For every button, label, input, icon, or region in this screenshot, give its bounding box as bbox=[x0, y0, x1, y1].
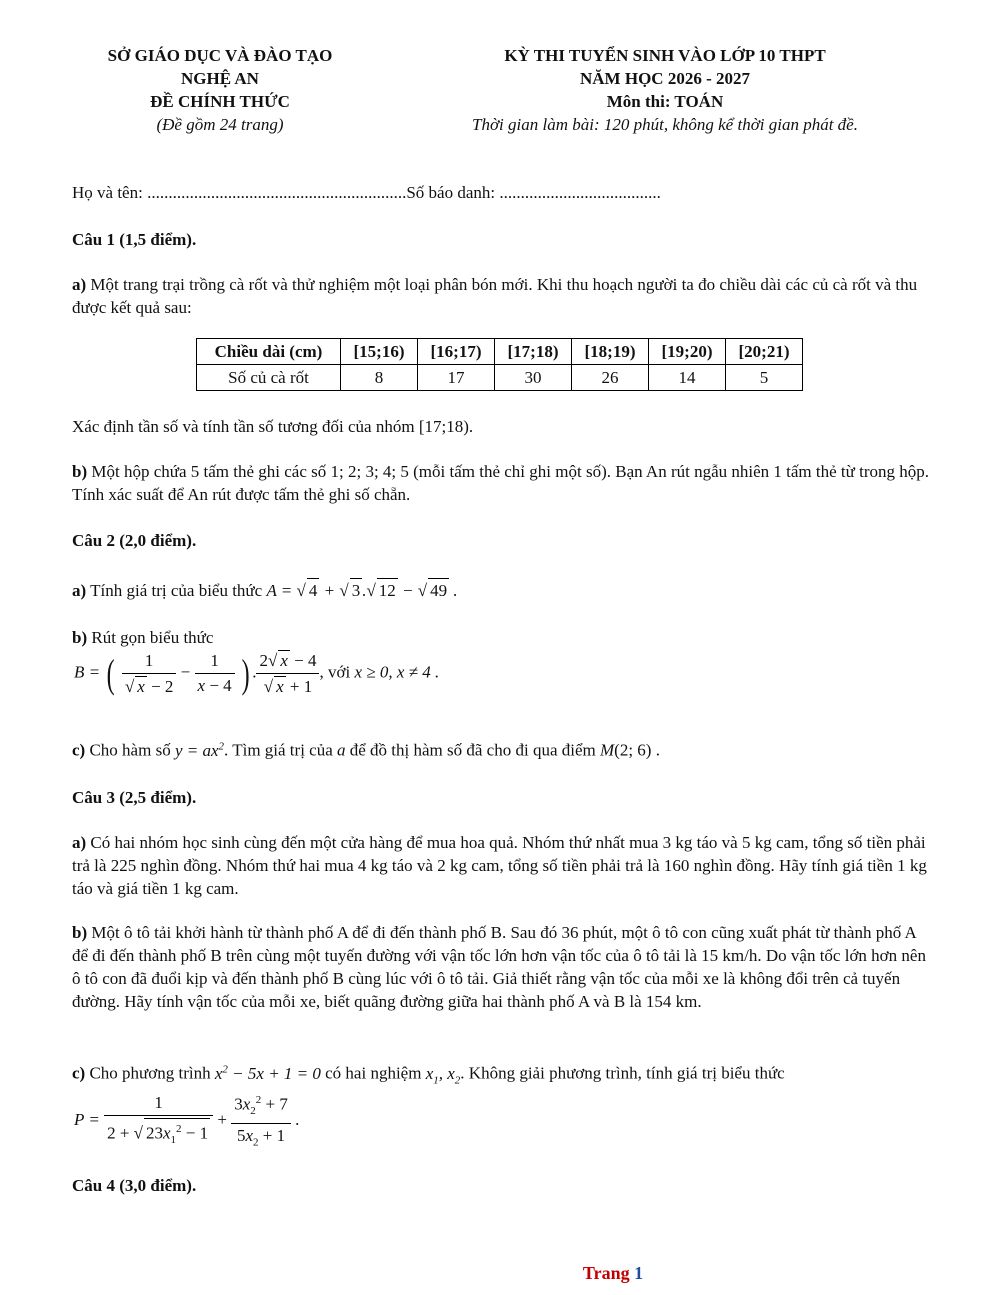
expression-b: B = ( $\frac{1}{√ x - 2}$ − $\frac{1}{x - 4}$ ) . $\frac{2√ x - 4}{√ x + 1}$ , với x ≥ 0, x ≠ 4 . bbox=[74, 650, 440, 696]
table-cell: 17 bbox=[418, 365, 495, 391]
province-name: NGHỆ AN bbox=[181, 69, 259, 88]
q3-part-c: c) Cho phương trình $x^2 - 5x + 1 = 0$ có hai nghiệm $x_1$, $x_2$. Không giải phương trình, tính giá trị biểu thức bbox=[72, 1063, 785, 1087]
page-number bbox=[0, 1263, 1000, 1284]
carrot-length-table bbox=[196, 338, 803, 391]
q3-c-text3: . Không giải phương trình, tính giá trị biểu thức bbox=[460, 1063, 785, 1083]
q3-c-label: c) bbox=[72, 1063, 86, 1083]
q1-a-text: Một trang trại trồng cà rốt và thử nghiệm một loại phân bón mới. Khi thu hoạch người ta đo chiều dài các củ cà rốt và thu được kết quả sau: bbox=[72, 275, 918, 317]
header-left bbox=[60, 44, 380, 136]
q2-c-label: c) bbox=[72, 740, 86, 760]
q3-c-text2: có hai nghiệm bbox=[320, 1063, 426, 1083]
official-label: ĐỀ CHÍNH THỨC bbox=[150, 92, 290, 111]
q3-b-text: Một ô tô tải khởi hành từ thành phố A để đi đến thành phố B. Sau đó 36 phút, một ô tô con cũng xuất phát từ thành phố A để đi đến thành phố B trên cùng một tuyến đường với vận tốc lớn hơn vận tốc của ô tô tải là 15 km/h. Do vận tốc lớn hơn nên ô tô con đã đuổi kịp và đến thành phố B cùng lúc với ô tô tải. Giả thiết rằng vận tốc của mỗi xe là không đổi trên cả tuyến đường. Hãy tính vận tốc của mỗi xe, biết quãng đường giữa hai thành phố A và B là 154 km. bbox=[72, 923, 926, 1011]
q2-title: Câu 2 (2,0 điểm). bbox=[72, 531, 197, 550]
q3-title: Câu 3 (2,5 điểm). bbox=[72, 788, 197, 807]
table-cell: [20;21) bbox=[726, 339, 803, 365]
table-header-label: Chiều dài (cm) bbox=[197, 339, 341, 365]
student-info-line: Họ và tên: .............................................................Số báo danh: ...................................... bbox=[72, 183, 661, 202]
q1-a-question: Xác định tần số và tính tần số tương đối của nhóm [17;18). bbox=[72, 417, 474, 436]
page-count-note: (Đề gồm 24 trang) bbox=[156, 115, 284, 134]
q1-b-label: b) bbox=[72, 462, 88, 481]
department-name: SỞ GIÁO DỤC VÀ ĐÀO TẠO bbox=[107, 46, 333, 65]
table-row bbox=[197, 339, 803, 365]
table-cell: [17;18) bbox=[495, 339, 572, 365]
q2-c-text3: để đồ thị hàm số đã cho đi qua điểm bbox=[345, 740, 600, 760]
q2-b-label: b) bbox=[72, 628, 88, 647]
q1-a-label: a) bbox=[72, 275, 87, 294]
table-cell: 5 bbox=[726, 365, 803, 391]
q2-part-a bbox=[72, 578, 934, 602]
q2-b-text: Rút gọn biểu thức bbox=[87, 628, 214, 647]
header-right bbox=[430, 44, 900, 136]
q3-part-b bbox=[72, 921, 934, 1013]
table-cell: 8 bbox=[341, 365, 418, 391]
q2-part-c: c) Cho hàm số $y = ax^2$. Tìm giá trị của a để đồ thị hàm số đã cho đi qua điểm M(2; 6) . bbox=[72, 740, 660, 760]
q3-part-a bbox=[72, 831, 934, 900]
subject: Môn thi: TOÁN bbox=[606, 92, 724, 111]
time-allowed: Thời gian làm bài: 120 phút, không kể thời gian phát đề. bbox=[472, 115, 858, 134]
table-cell: 14 bbox=[649, 365, 726, 391]
expression-p: P = $\frac{1}{2 + √ 23x_1^2 - 1}$ + $\frac{3x_2^2 + 7}{5x_2 + 1}$ . bbox=[74, 1090, 299, 1152]
q2-c-text1: Cho hàm số bbox=[85, 740, 175, 760]
table-row-label: Số củ cà rốt bbox=[197, 365, 341, 391]
q1-title: Câu 1 (1,5 điểm). bbox=[72, 230, 197, 249]
q4-title: Câu 4 (3,0 điểm). bbox=[72, 1176, 197, 1195]
page-word: Trang bbox=[582, 1263, 630, 1283]
q2-c-text2: . Tìm giá trị của bbox=[224, 740, 338, 760]
q2-b-condition-text: , với bbox=[319, 662, 355, 682]
q3-a-text: Có hai nhóm học sinh cùng đến một cửa hàng để mua hoa quả. Nhóm thứ nhất mua 3 kg táo và 5 kg cam, tổng số tiền phải trả là 225 nghìn đồng. Nhóm thứ hai mua 4 kg táo và 2 kg cam, tổng số tiền phải trả là 160 nghìn đồng. Hãy tính giá tiền 1 kg táo và giá tiền 1 kg cam. bbox=[72, 833, 927, 898]
expression-a: A = √ 4 + √ 3 .√ 12 − √ 49 . bbox=[266, 581, 457, 600]
table-cell: 26 bbox=[572, 365, 649, 391]
page-number-value: 1 bbox=[634, 1263, 644, 1283]
q2-a-label: a) bbox=[72, 581, 87, 600]
q1-part-a bbox=[72, 273, 934, 319]
q2-part-b bbox=[72, 626, 934, 649]
table-cell: [18;19) bbox=[572, 339, 649, 365]
q1-part-b bbox=[72, 460, 934, 506]
q2-a-text: Tính giá trị của biểu thức bbox=[86, 581, 267, 600]
table-row bbox=[197, 365, 803, 391]
table-cell: 30 bbox=[495, 365, 572, 391]
school-year: NĂM HỌC 2026 - 2027 bbox=[580, 69, 750, 88]
table-cell: [19;20) bbox=[649, 339, 726, 365]
table-cell: [15;16) bbox=[341, 339, 418, 365]
q3-b-label: b) bbox=[72, 923, 88, 942]
exam-title: KỲ THI TUYỂN SINH VÀO LỚP 10 THPT bbox=[504, 46, 826, 65]
q1-b-text: Một hộp chứa 5 tấm thẻ ghi các số 1; 2; 3; 4; 5 (mỗi tấm thẻ chỉ ghi một số). Bạn An rút ngẫu nhiên 1 tấm thẻ từ trong hộp. Tính xác suất để An rút được tấm thẻ ghi số chẵn. bbox=[72, 462, 929, 504]
table-cell: [16;17) bbox=[418, 339, 495, 365]
q3-a-label: a) bbox=[72, 833, 87, 852]
q3-c-text1: Cho phương trình bbox=[85, 1063, 215, 1083]
